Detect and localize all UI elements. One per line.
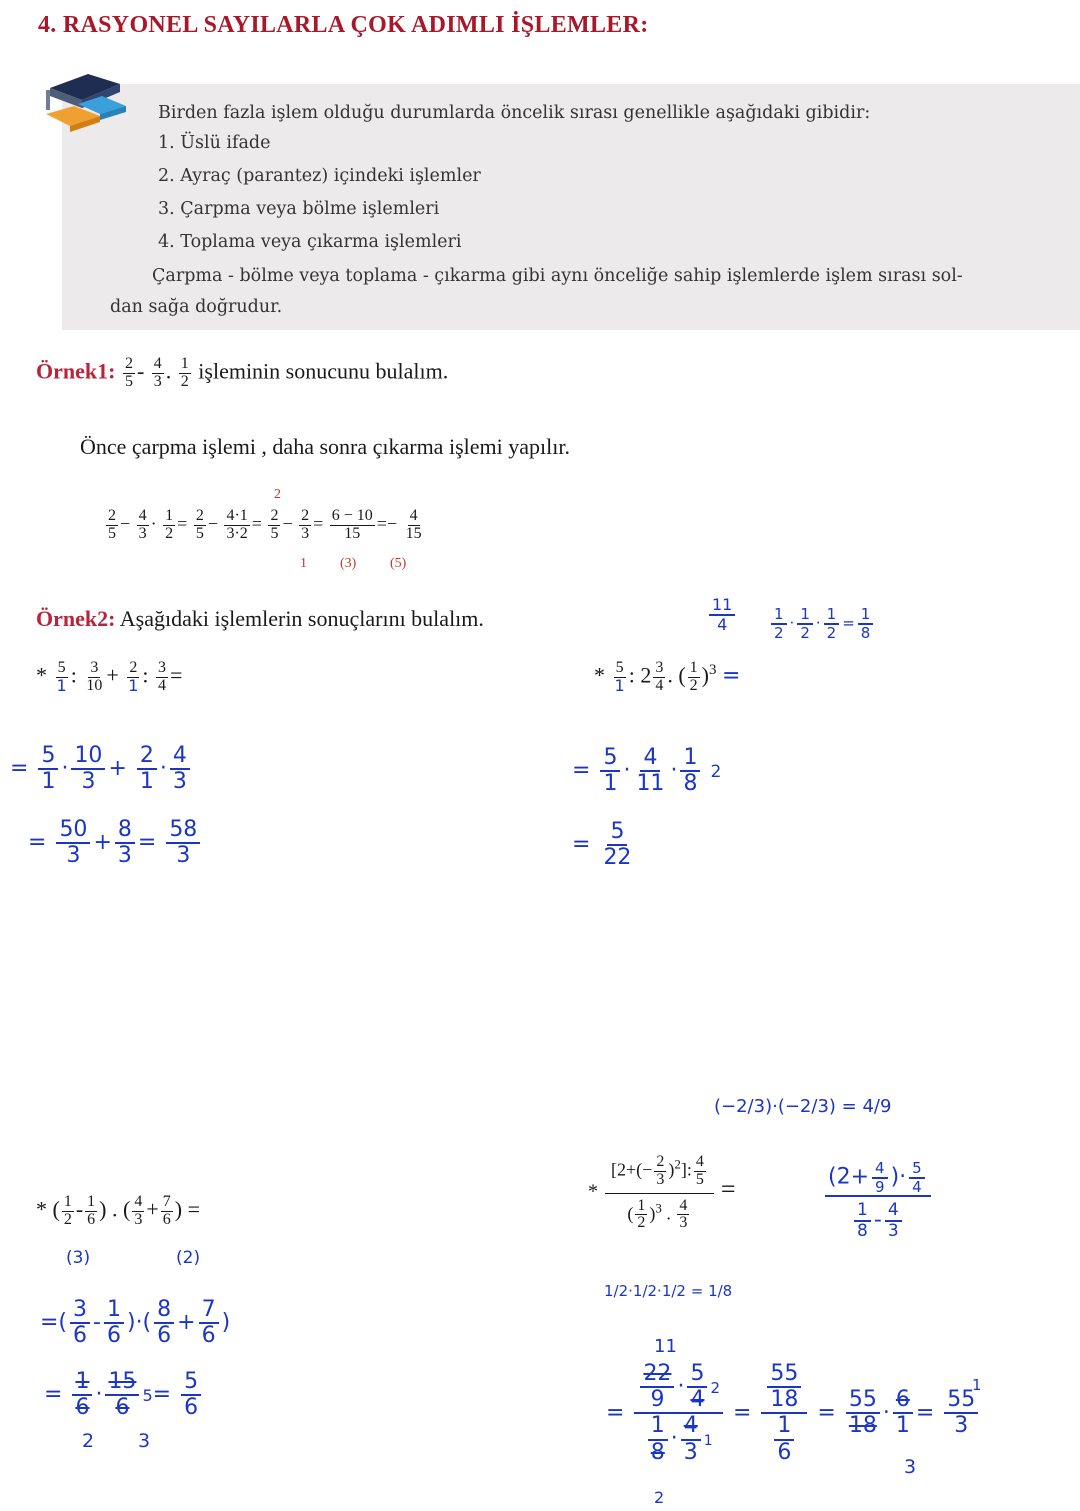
problem2: * $\frac{5}{1}$ : 2 $\frac{3}{4}$ . ( $\frac{1}{2}$ )$^3$ = [594, 659, 741, 695]
problem3-mark1: (3) [66, 1248, 91, 1268]
problem1-step2: = $\frac{50}{3}$ + $\frac{8}{3}$ = $\frac{58}{3}$ [28, 818, 203, 868]
info-item-1: 1. Üslü ifade [158, 133, 271, 153]
example2-statement [36, 606, 484, 632]
fraction: $\frac{4}{3}$ [153, 355, 162, 390]
problem4-note-top: (−2/3)·(−2/3) = 4/9 [714, 1096, 892, 1117]
problem4-step2: = $\frac{22}{9}$ · $\frac{5}{4}$ 2 $\frac{1}{8}$ · $\frac{4}{3}$ 1 = $\frac{\frac{55}{18}}{\frac{1}{6}}$ = $\frac{55}{18}$ · $\frac{6}{1}$ = $\frac{55}{3}$ [606, 1362, 981, 1465]
problem4-note-bottom: 1/2·1/2·1/2 = 1/8 [604, 1282, 733, 1300]
expand-mark-3: (3) [340, 556, 357, 571]
problem3-step2: = $\frac{1}{6}$ · $\frac{15}{6}$ 5= $\frac{5}{6}$ [44, 1370, 204, 1420]
fraction: $\frac{2}{5}$ [124, 355, 133, 390]
problem3-step1: =( $\frac{3}{6}$ - $\frac{1}{6}$ )·( $\frac{8}{6}$ + $\frac{7}{6}$ ) [40, 1297, 231, 1349]
problem1-step1: = $\frac{5}{1}$ · $\frac{10}{3}$ + $\frac{2}{1}$ · $\frac{4}{3}$ [10, 744, 193, 794]
info-item-3: 3. Çarpma veya bölme işlemleri [158, 199, 440, 219]
page-title: 4. RASYONEL SAYILARLA ÇOK ADIMLI İŞLEMLER: [38, 12, 649, 38]
cancel-mark-top: 2 [274, 487, 281, 502]
problem3-mark2: (2) [176, 1248, 201, 1268]
info-note-1: Çarpma - bölme veya toplama - çıkarma gibi aynı önceliğe sahip işlemlerde işlem sırası sol- [152, 266, 963, 286]
book-stack-icon [40, 70, 130, 140]
example1-solution: $\frac{2}{5}$ − $\frac{4}{3}$ · $\frac{1}{2}$ = $\frac{2}{5}$ − $\frac{4\cdot 1}{3\cdot 2}$ = $\frac{2}{5}$ − $\frac{2}{3}$ = $\frac{6 - 10}{15}$ =− $\frac{4}{15}$ [108, 507, 422, 542]
cancel-mark-bottom: 1 [300, 556, 307, 571]
example2-text: Aşağıdaki işlemlerin sonuçlarını bulalım. [119, 606, 484, 631]
problem2-step1: = $\frac{5}{1}$ · $\frac{4}{11}$ · $\frac{1}{8}$ 2 [572, 745, 722, 797]
problem4-reduce-11: 11 [654, 1336, 677, 1357]
problem4: * [2+(− $\frac{2}{3}$ )$^2$]: $\frac{4}{5}$ ( $\frac{1}{2}$ )$^3$ . $\frac{4}{3}$ = [588, 1150, 736, 1236]
expand-mark-5: (5) [390, 556, 407, 571]
info-item-2: 2. Ayraç (parantez) içindeki işlemler [158, 166, 481, 186]
problem4-reduce-3: 3 [904, 1456, 917, 1478]
fraction: $\frac{1}{2}$ [180, 355, 189, 390]
info-item-4: 4. Toplama veya çıkarma işlemleri [158, 232, 462, 252]
problem2-step2: = $\frac{5}{22}$ [572, 819, 632, 871]
example1-suffix: işleminin sonucunu bulalım. [198, 358, 449, 384]
problem1: * $\frac{5}{1}$ : $\frac{3}{10}$ + $\frac{2}{1}$ : $\frac{3}{4}$ = [36, 659, 183, 695]
problem2-note1: $\frac{11}{4}$ [706, 596, 738, 633]
problem2-note2: $\frac{1}{2}$ · $\frac{1}{2}$ · $\frac{1}{2}$ = $\frac{1}{8}$ [768, 606, 876, 641]
example2-label: Örnek2: [36, 606, 116, 631]
example1-label: Örnek1: [36, 358, 116, 384]
example1-statement: Örnek1: $\frac{2}{5}$ - $\frac{4}{3}$ . $\frac{1}{2}$ işleminin sonucunu bulalım. [36, 355, 449, 390]
problem3-reduce-3: 3 [138, 1430, 151, 1452]
problem4-reduce-2: 2 [654, 1488, 665, 1507]
problem3: * ( $\frac{1}{2}$ - $\frac{1}{6}$ ) . ( $\frac{4}{3}$ + $\frac{7}{6}$ ) = [36, 1193, 200, 1228]
info-note-2: dan sağa doğrudur. [110, 297, 283, 317]
problem4-reduce-1: 1 [972, 1376, 982, 1394]
problem4-step1: (2+ $\frac{4}{9}$ )· $\frac{5}{4}$ $\frac{1}{8}$ - $\frac{4}{3}$ [822, 1160, 934, 1240]
problem3-reduce-2: 2 [82, 1430, 95, 1452]
example1-explanation: Önce çarpma işlemi , daha sonra çıkarma işlemi yapılır. [80, 434, 570, 459]
info-intro: Birden fazla işlem olduğu durumlarda öncelik sırası genellikle aşağıdaki gibidir: [158, 103, 871, 123]
